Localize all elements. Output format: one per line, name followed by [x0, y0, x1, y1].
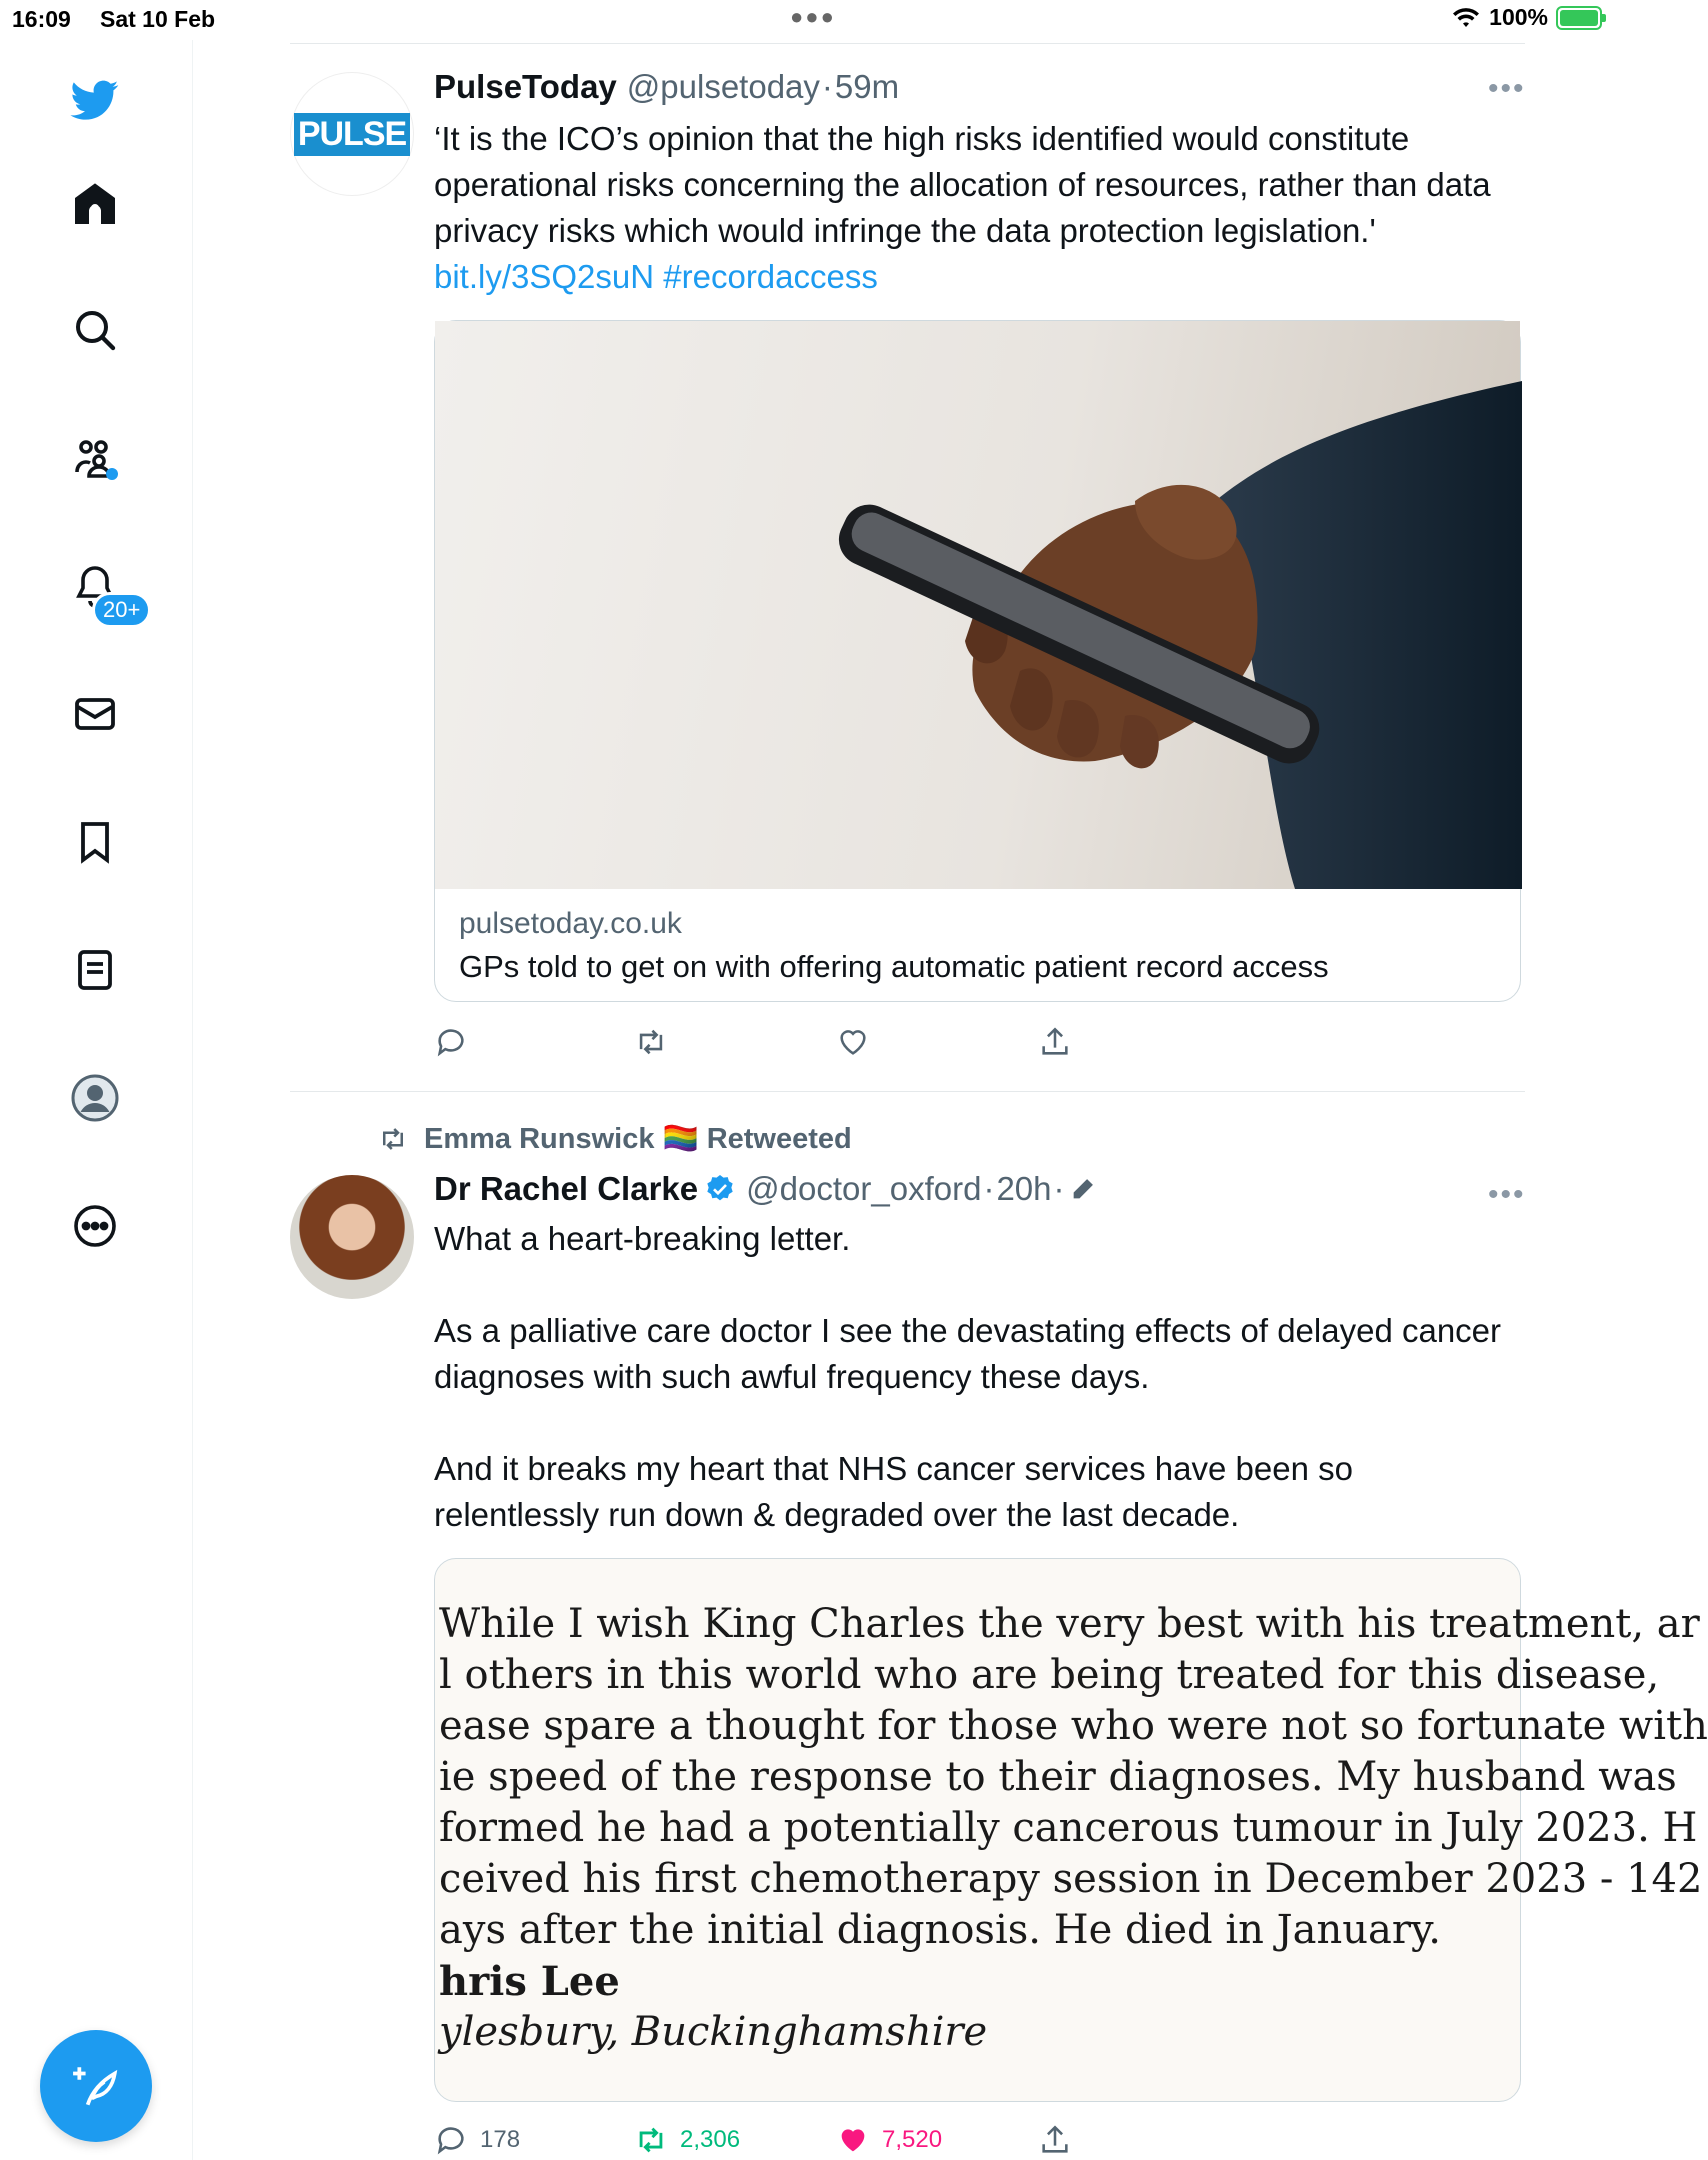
tweet2-actions [434, 2120, 1521, 2160]
status-time: 16:09 [12, 6, 71, 32]
retweeted-by-label [376, 1122, 852, 1156]
top-divider [290, 43, 1525, 44]
communities-icon[interactable] [55, 418, 135, 498]
letter-text [439, 1599, 1708, 2058]
retweet-count: 2,306 [680, 2126, 741, 2153]
share-icon [1038, 2123, 1072, 2157]
reply-icon [434, 2123, 468, 2157]
reply-count: 178 [480, 2126, 521, 2153]
tweet-text [434, 1216, 1514, 1538]
home-icon[interactable] [55, 164, 135, 244]
twitter-logo-icon[interactable] [55, 60, 135, 140]
hand-phone-illustration [435, 321, 1522, 889]
lists-icon[interactable] [55, 930, 135, 1010]
like-button[interactable] [836, 1025, 870, 1059]
compose-tweet-button[interactable] [40, 2030, 152, 2142]
tweet1-actions [434, 1022, 1521, 1062]
letter-place: ylesbury, Buckinghamshire [439, 2009, 988, 2055]
tweet1-header [434, 68, 899, 106]
tweet2-header [434, 1170, 1097, 1208]
battery-icon [1556, 6, 1602, 30]
heart-filled-icon [836, 2123, 870, 2157]
share-button[interactable] [1038, 2123, 1072, 2157]
bookmarks-icon[interactable] [55, 802, 135, 882]
tweet-text [434, 116, 1514, 300]
separator-dot: · [821, 68, 833, 105]
more-options-icon[interactable] [55, 1186, 135, 1266]
rachel-clarke-avatar[interactable] [290, 1175, 414, 1299]
reply-button[interactable] [434, 1025, 468, 1059]
letter-line: ease spare a thought for those who were not so fortunate with [439, 1703, 1708, 1749]
letter-line: l others in this world who are being treated for this disease, [439, 1652, 1660, 1698]
tweet-paragraph-2: As a palliative care doctor I see the devastating effects of delayed cancer diagnoses with such awful frequency these days. [434, 1312, 1502, 1395]
status-bar [0, 0, 1620, 40]
wifi-icon [1451, 7, 1481, 29]
tweet-time[interactable]: 59m [834, 68, 900, 105]
link-card[interactable] [434, 320, 1521, 1002]
share-button[interactable] [1038, 1025, 1072, 1059]
search-icon[interactable] [55, 290, 135, 370]
tweet-divider [290, 1091, 1525, 1092]
pulse-logo: PULSE [294, 113, 410, 156]
author-handle[interactable]: @doctor_oxford [746, 1170, 982, 1207]
retweet-button[interactable] [634, 1025, 668, 1059]
like-count: 7,520 [882, 2126, 943, 2153]
author-name[interactable]: PulseToday [434, 68, 617, 105]
retweet-button[interactable] [634, 2123, 740, 2157]
tweet-paragraph-3: And it breaks my heart that NHS cancer services have been so relentlessly run down & degraded over the last decade. [434, 1450, 1353, 1533]
retweeted-by-text[interactable]: Emma Runswick 🏳️‍🌈 Retweeted [424, 1123, 852, 1155]
letter-line: ays after the initial diagnosis. He died in January. [439, 1907, 1441, 1953]
sidebar [0, 40, 193, 2160]
heart-icon [836, 1025, 870, 1059]
letter-line: formed he had a potentially cancerous tumour in July 2023. H [439, 1805, 1698, 1851]
link-card-image [435, 321, 1520, 889]
battery-percent: 100% [1489, 4, 1548, 30]
letter-line: ie speed of the response to their diagnoses. My husband was [439, 1754, 1677, 1800]
reply-button[interactable] [434, 2123, 520, 2157]
tweet-body: ‘It is the ICO’s opinion that the high risks identified would constitute operational risks concerning the allocation of resources, rather than data privacy risks which would infringe the data protection legislation.' [434, 120, 1491, 249]
like-button[interactable] [836, 2123, 942, 2157]
status-right [1451, 4, 1602, 31]
tweet-paragraph-1: What a heart-breaking letter. [434, 1220, 851, 1257]
separator-dot: · [983, 1170, 995, 1207]
letter-image[interactable] [434, 1558, 1708, 2102]
pulse-avatar[interactable] [290, 72, 414, 196]
author-name[interactable]: Dr Rachel Clarke [434, 1170, 699, 1207]
compose-feather-icon [71, 2061, 121, 2111]
tweet-hashtag[interactable]: #recordaccess [663, 258, 878, 295]
verified-badge-icon [704, 1173, 736, 1205]
messages-icon[interactable] [55, 674, 135, 754]
tweet-more-icon[interactable]: ••• [1488, 72, 1526, 105]
communities-dot [106, 468, 118, 480]
profile-avatar-icon[interactable] [55, 1058, 135, 1138]
notifications-badge: 20+ [92, 592, 151, 628]
multitasking-dots-icon[interactable]: ●●● [790, 4, 836, 29]
retweet-icon [634, 2123, 668, 2157]
share-icon [1038, 1025, 1072, 1059]
card-title: GPs told to get on with offering automatic patient record access [459, 949, 1329, 984]
letter-author: hris Lee [439, 1958, 620, 2005]
reply-icon [434, 1025, 468, 1059]
retweet-icon [634, 1025, 668, 1059]
card-domain: pulsetoday.co.uk [459, 907, 682, 940]
letter-line: While I wish King Charles the very best with his treatment, ar [439, 1601, 1700, 1647]
tweet-time[interactable]: 20h [996, 1170, 1052, 1207]
edited-pencil-icon[interactable] [1069, 1175, 1097, 1203]
separator-dot: · [1053, 1170, 1065, 1207]
author-handle[interactable]: @pulsetoday [626, 68, 820, 105]
tweet-link[interactable]: bit.ly/3SQ2suN [434, 258, 655, 295]
tweet-more-icon[interactable]: ••• [1488, 1178, 1526, 1211]
letter-line: ceived his first chemotherapy session in December 2023 - 142 [439, 1856, 1703, 1902]
retweeted-icon [376, 1124, 410, 1154]
status-date: Sat 10 Feb [100, 6, 216, 32]
